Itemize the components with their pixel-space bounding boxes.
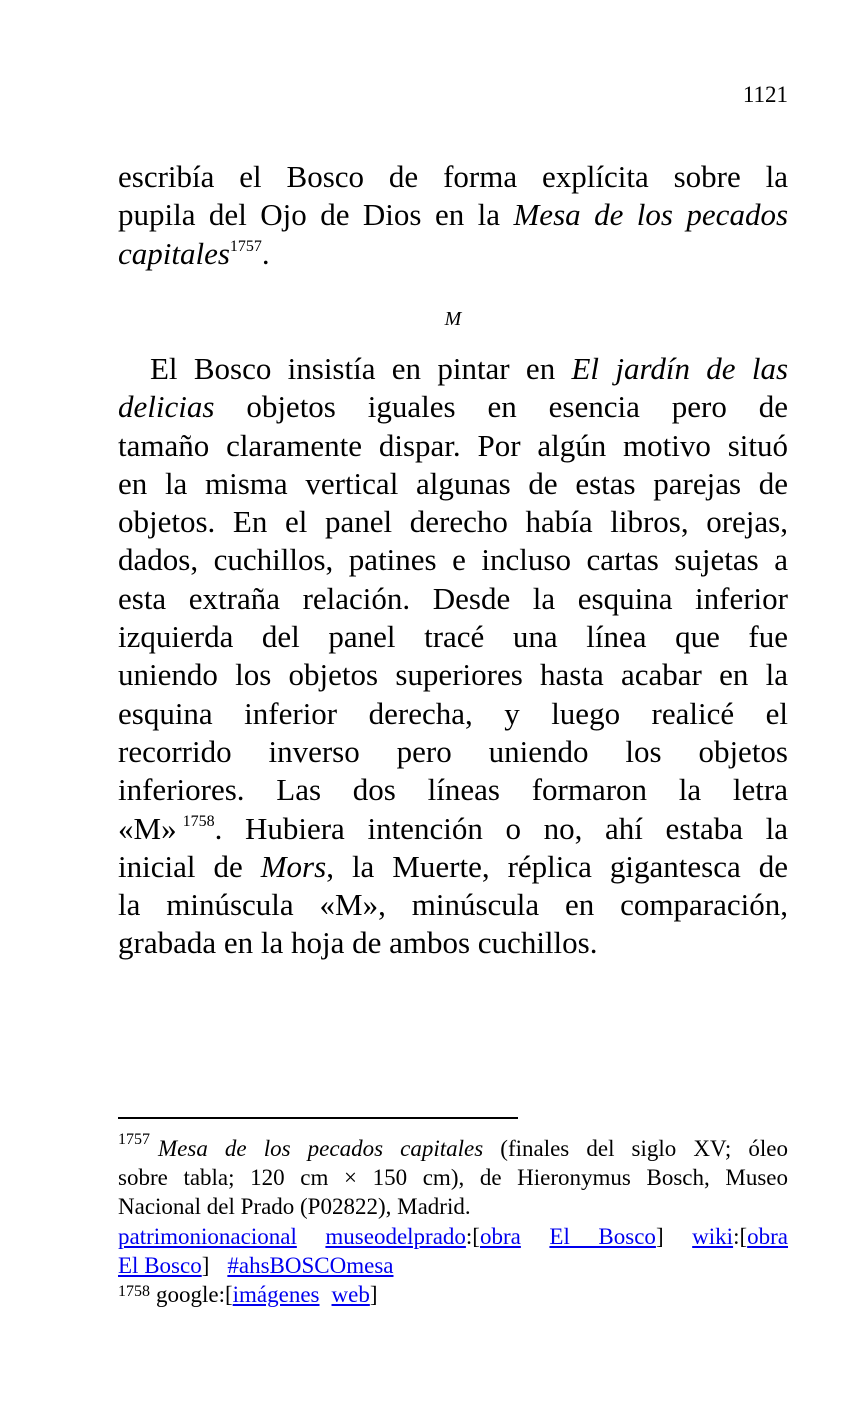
footnote-separator	[118, 1117, 518, 1119]
text-line	[118, 388, 788, 426]
footnote-1757-line: sobre tabla; 120 cm × 150 cm), de Hieronymus Bosch, Museo	[118, 1165, 788, 1191]
text-line: izquierda del panel tracé una línea que fue	[118, 619, 788, 655]
footnote-links-line	[118, 1222, 788, 1251]
footnote-ref-1757[interactable]: 1757	[229, 237, 262, 255]
italic-title: El jardín de las	[571, 351, 789, 386]
footnote-number: 1757	[118, 1131, 150, 1148]
text-line: inferiores. Las dos líneas formaron la letra	[118, 772, 788, 808]
link-museodelprado[interactable]: museodelprado	[325, 1223, 466, 1249]
text-span: , la Muerte, réplica gigantesca de	[326, 848, 788, 884]
footnote-links-line	[118, 1251, 788, 1280]
text-line: grabada en la hoja de ambos cuchillos.	[118, 925, 598, 961]
text-line	[118, 196, 788, 234]
link-patrimonionacional[interactable]: patrimonionacional	[118, 1223, 297, 1249]
italic-title: capitales	[118, 235, 230, 271]
italic-title: Mesa de los pecados	[513, 197, 789, 233]
text-span: «M»	[118, 810, 177, 846]
italic-title: Mesa de los pecados capitales	[158, 1136, 484, 1161]
italic-word: Mors	[260, 848, 327, 884]
text-span: objetos iguales en esencia pero de	[214, 389, 788, 425]
text-line	[118, 350, 788, 388]
text-span: ]	[201, 1252, 210, 1278]
link-wiki[interactable]: wiki	[692, 1223, 734, 1249]
paragraph-1	[118, 158, 788, 273]
paragraph-2	[118, 350, 788, 963]
text-line: la minúscula «M», minúscula en comparación,	[118, 887, 788, 923]
text-line: esta extraña relación. Desde la esquina inferior	[118, 580, 788, 616]
link-web[interactable]: web	[331, 1282, 370, 1308]
link-obra-wiki[interactable]: obra	[747, 1223, 788, 1249]
text-line	[118, 235, 788, 273]
text-line	[118, 848, 788, 886]
footnote-1757-line	[118, 1131, 788, 1163]
italic-title: delicias	[118, 389, 215, 425]
text-line: en la misma vertical algunas de estas parejas de	[118, 465, 788, 501]
text-span: :[	[465, 1223, 480, 1249]
text-line: escribía el Bosco de forma explícita sobre la	[118, 159, 788, 194]
text-line: uniendo los objetos superiores hasta acabar en la	[118, 657, 788, 693]
link-el-bosco[interactable]: El Bosco	[549, 1223, 656, 1249]
text-line: recorrido inverso pero uniendo los objetos	[118, 733, 788, 769]
text-span: El Bosco insistía en pintar en	[150, 351, 572, 386]
footnote-number: 1758	[118, 1283, 150, 1301]
text-line: objetos. En el panel derecho había libros, orejas,	[118, 504, 788, 540]
footnotes	[118, 1131, 788, 1309]
page-number: 1121	[742, 82, 788, 107]
footnote-1758-line	[118, 1280, 788, 1309]
text-line	[118, 810, 788, 848]
section-mark: M	[444, 308, 462, 330]
text-span: pupila del Ojo de Dios en la	[118, 197, 514, 233]
footnote-1757-line: Nacional del Prado (P02822), Madrid.	[118, 1194, 471, 1220]
link-imagenes[interactable]: imágenes	[232, 1282, 320, 1308]
text-span: (finales del siglo XV; óleo	[483, 1136, 788, 1161]
text-span: ]	[655, 1223, 664, 1249]
text-span: . Hubiera intención o no, ahí estaba la	[214, 810, 788, 846]
text-span: ]	[369, 1282, 378, 1308]
link-hashtag[interactable]: #ahsBOSCOmesa	[227, 1252, 394, 1278]
text-line: dados, cuchillos, patines e incluso cartas sujetas a	[118, 542, 788, 578]
text-line: esquina inferior derecha, y luego realicé el	[118, 695, 788, 731]
text-line: tamaño claramente dispar. Por algún motivo situó	[118, 427, 788, 463]
link-obra[interactable]: obra	[479, 1223, 521, 1249]
text-span: google:[	[156, 1282, 233, 1308]
link-el-bosco-wiki[interactable]: El Bosco	[118, 1252, 202, 1278]
footnote-ref-1758[interactable]: 1758	[182, 812, 215, 830]
text-span: :[	[733, 1223, 748, 1249]
text-span: inicial de	[118, 848, 261, 884]
text-span: .	[261, 235, 270, 271]
